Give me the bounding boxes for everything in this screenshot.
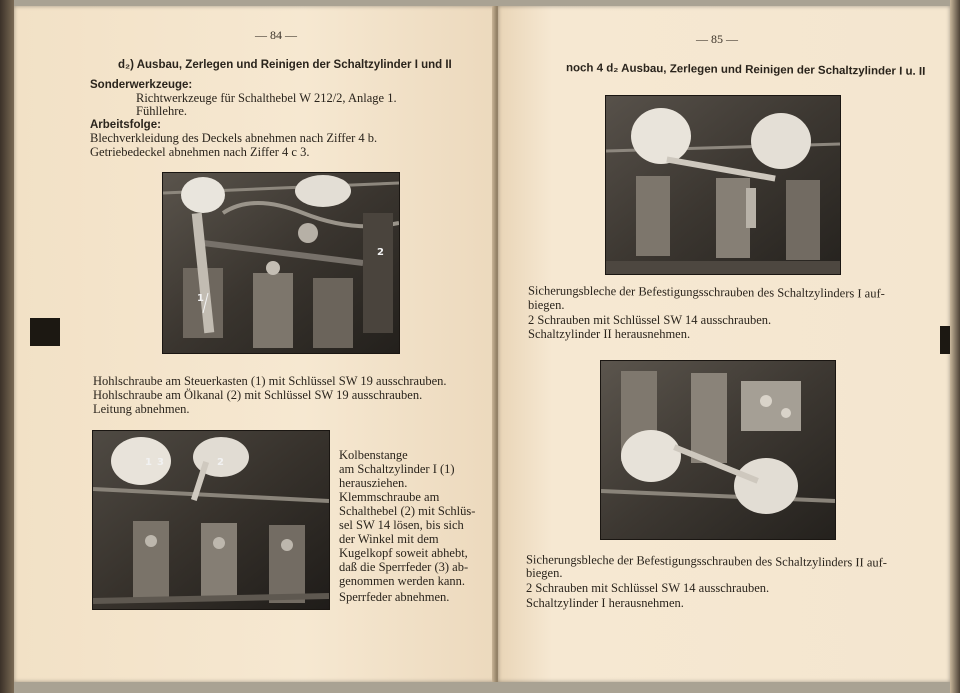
- photo-label: 2: [217, 457, 224, 468]
- book-edge-left: [0, 0, 14, 693]
- side-text-line: Sperrfeder abnehmen.: [339, 590, 450, 604]
- photo-label: 1: [197, 293, 204, 304]
- caption-line: 2 Schrauben mit Schlüssel SW 14 ausschrauben.: [528, 313, 772, 327]
- photo-label: 2: [377, 247, 384, 258]
- page-number-left: — 84 —: [255, 28, 297, 42]
- photo-label: 1: [145, 457, 152, 468]
- caption-line: Leitung abnehmen.: [93, 402, 190, 416]
- caption-line: biegen.: [526, 566, 563, 580]
- engine-photo-locking-plates-ii: [600, 360, 836, 540]
- step-item: Getriebedeckel abnehmen nach Ziffer 4 c 3.: [90, 145, 310, 159]
- book-edge-right: [950, 0, 960, 693]
- caption-line: biegen.: [528, 298, 565, 312]
- side-text-line: der Winkel mit dem: [339, 532, 439, 546]
- caption-line: Hohlschraube am Ölkanal (2) mit Schlüssel SW 19 ausschrauben.: [93, 388, 423, 402]
- page-number-right: — 85 —: [696, 32, 738, 46]
- engine-photo-hollow-screws: [162, 172, 400, 354]
- page-tab-marker: [30, 318, 60, 346]
- sequence-label: Arbeitsfolge:: [90, 119, 161, 131]
- caption-line: Schaltzylinder II herausnehmen.: [528, 327, 691, 341]
- caption-line: Sicherungsbleche der Befestigungsschrauben des Schaltzylinders I auf-: [527, 283, 885, 301]
- special-tool-item: Richtwerkzeuge für Schalthebel W 212/2, Anlage 1.: [136, 91, 397, 105]
- side-text-line: Klemmschraube am: [339, 490, 440, 504]
- section-heading-right: noch 4 d₂ Ausbau, Zerlegen und Reinigen der Schaltzylinder I u. II: [565, 62, 926, 78]
- special-tools-label: Sonderwerkzeuge:: [90, 79, 193, 91]
- side-text-line: Kugelkopf soweit abhebt,: [339, 546, 468, 560]
- caption-line: 2 Schrauben mit Schlüssel SW 14 ausschrauben.: [526, 581, 770, 595]
- engine-photo-locking-plates-i: [605, 95, 841, 275]
- photo-label: 3: [157, 457, 164, 468]
- engine-photo-piston-rod: [92, 430, 330, 610]
- side-text-line: Schalthebel (2) mit Schlüs-: [339, 504, 476, 518]
- side-text-line: sel SW 14 lösen, bis sich: [339, 518, 464, 532]
- side-text-line: Kolbenstange: [339, 448, 408, 462]
- side-text-line: herausziehen.: [339, 476, 408, 490]
- caption-line: Sicherungsbleche der Befestigungsschrauben des Schaltzylinders II auf-: [525, 552, 888, 570]
- section-heading-left: d₂) Ausbau, Zerlegen und Reinigen der Schaltzylinder I und II: [118, 59, 452, 71]
- caption-line: Schaltzylinder I herausnehmen.: [526, 596, 684, 610]
- side-text-line: am Schaltzylinder I (1): [339, 462, 455, 476]
- side-text-line: daß die Sperrfeder (3) ab-: [339, 560, 469, 574]
- step-item: Blechverkleidung des Deckels abnehmen nach Ziffer 4 b.: [90, 131, 378, 145]
- side-text-line: genommen werden kann.: [339, 574, 466, 588]
- special-tool-item: Fühllehre.: [136, 104, 188, 118]
- caption-line: Hohlschraube am Steuerkasten (1) mit Schlüssel SW 19 ausschrauben.: [93, 374, 447, 388]
